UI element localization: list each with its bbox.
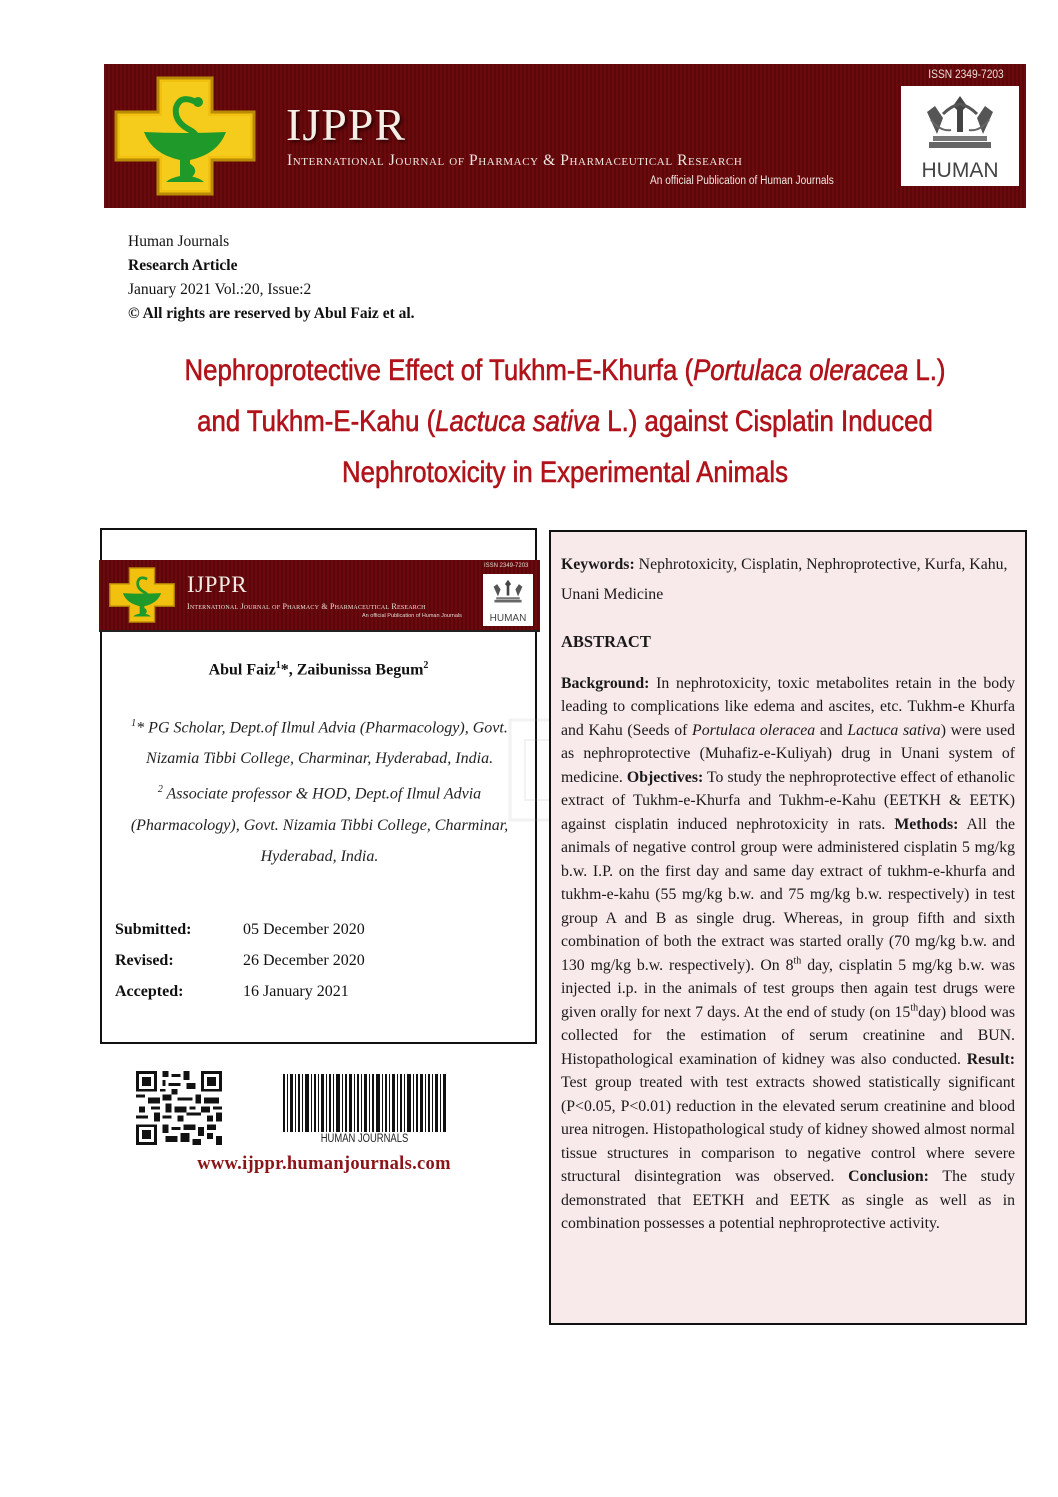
journal-acronym: IJPPR: [187, 572, 248, 597]
abstract-heading: ABSTRACT: [561, 632, 651, 651]
keywords: Keywords: Nephrotoxicity, Cisplatin, Nephroprotective, Kurfa, Kahu, Unani Medicine: [561, 556, 1008, 603]
author-name: Zaibunissa Begum: [296, 661, 424, 679]
title-line-3: Nephrotoxicity in Experimental Animals: [342, 456, 788, 489]
journal-full-name: International Journal of Pharmacy & Pharmaceutical Research: [187, 602, 426, 611]
article-title: [165, 345, 965, 498]
pharmacy-cross-logo-icon: [110, 74, 260, 198]
pharmacy-cross-logo-icon: [107, 566, 177, 624]
crown-icon: [921, 92, 999, 156]
journal-acronym: IJPPR: [286, 99, 407, 150]
author-name: Abul Faiz: [208, 661, 276, 679]
publisher-line: Human Journals: [128, 233, 230, 250]
barcode-icon: [283, 1074, 446, 1132]
copyright-line: © All rights are reserved by Abul Faiz et al.: [128, 305, 415, 322]
date-row-accepted: Accepted: 16 January 2021: [115, 983, 349, 1000]
article-meta: [128, 230, 415, 326]
issn: ISSN 2349-7203: [928, 67, 1004, 81]
publisher-name: HUMAN: [921, 159, 999, 182]
journal-full-name: International Journal of Pharmacy & Pharmaceutical Research: [287, 152, 743, 169]
publisher-name: HUMAN: [489, 613, 527, 624]
abstract-box: [549, 530, 1027, 1325]
submission-dates: [115, 914, 365, 1007]
crown-icon: [491, 577, 525, 607]
date-row-revised: Revised: 26 December 2020: [115, 952, 365, 969]
date-row-submitted: Submitted: 05 December 2020: [115, 921, 365, 938]
article-type: Research Article: [128, 257, 238, 274]
issn: ISSN 2349-7203: [484, 563, 529, 569]
journal-tagline: An official Publication of Human Journals: [362, 613, 462, 619]
barcode-label: HUMAN JOURNALS: [320, 1133, 409, 1145]
issue-line: January 2021 Vol.:20, Issue:2: [128, 281, 312, 298]
title-line-2: and Tukhm-E-Kahu (Lactuca sativa L.) against Cisplatin Induced: [197, 405, 933, 438]
title-line-1: Nephroprotective Effect of Tukhm-E-Khurfa (Portulaca oleracea L.): [184, 354, 946, 387]
abstract-body: Background: In nephrotoxicity, toxic metabolites retain in the body leading to complications like edema and ascites, etc. Tukhm-e Khurfa and Kahu (Seeds of Portulaca oleracea and Lactuca sativa) were used as nephroprotective (Muhafiz-e-Kuliyah) drug in Unani system of medicine. Objectives: To study the nephroprotective effect of ethanolic extract of Tukhm-e-Khurfa and Tukhm-e-Kahu (EETKH & EETK) against cisplatin induced nephrotoxicity in rats. Methods: All the animals of negative control group were administered cisplatin 5 mg/kg b.w. I.P. on the first day and same day extract of tukhm-e-khurfa and tukhm-e-kahu (55 mg/kg b.w. and 75 mg/kg b.w. respectively) in test group A and B as single drug. Whereas, in group fifth and sixth combination of both the extract was started orally (70 mg/kg b.w. and 130 mg/kg b.w. respectively). On 8th day, cisplatin 5 mg/kg b.w. was injected i.p. in the animals of test groups then again test drugs were given orally for next 7 days. At the end of study (on 15thday) blood was collected for the estimation of serum creatinine and BUN. Histopathological examination of kidney was also conducted. Result: Test group treated with test extracts showed statistically significant (P<0.05, P<0.01) reduction in the elevated serum creatinine and blood urea nitrogen. Histopathological study of kidney showed almost normal tissue structures in comparison to negative control where severe structural disintegration was observed. Conclusion: The study demonstrated that EETKH and EETK as single as well as in combination possesses a potential nephroprotective activity.: [561, 674, 1016, 1232]
author-info-box: [100, 528, 537, 1044]
affiliation-1: $^1$* PG Scholar, Dept.of Ilmul Advia (Pharmacology), Govt. Nizamia Tibbi College, Charminar, Hyderabad, India.: [131, 718, 508, 768]
journal-banner: [104, 64, 1026, 208]
qr-code-icon[interactable]: [136, 1071, 222, 1145]
mini-journal-banner: [99, 560, 540, 632]
human-publisher-logo: [483, 574, 533, 626]
affiliations: [112, 708, 527, 872]
human-publisher-logo: [901, 86, 1019, 186]
author-list: Abul Faiz$^1$*, Zaibunissa Begum$^2$: [208, 660, 429, 679]
journal-tagline: An official Publication of Human Journals: [650, 175, 834, 187]
affiliation-2: $^2$ Associate professor & HOD, Dept.of Ilmul Advia (Pharmacology), Govt. Nizamia Tibbi College, Charminar, Hyderabad, India.: [130, 784, 509, 865]
journal-website-link[interactable]: www.ijppr.humanjournals.com: [197, 1154, 451, 1174]
